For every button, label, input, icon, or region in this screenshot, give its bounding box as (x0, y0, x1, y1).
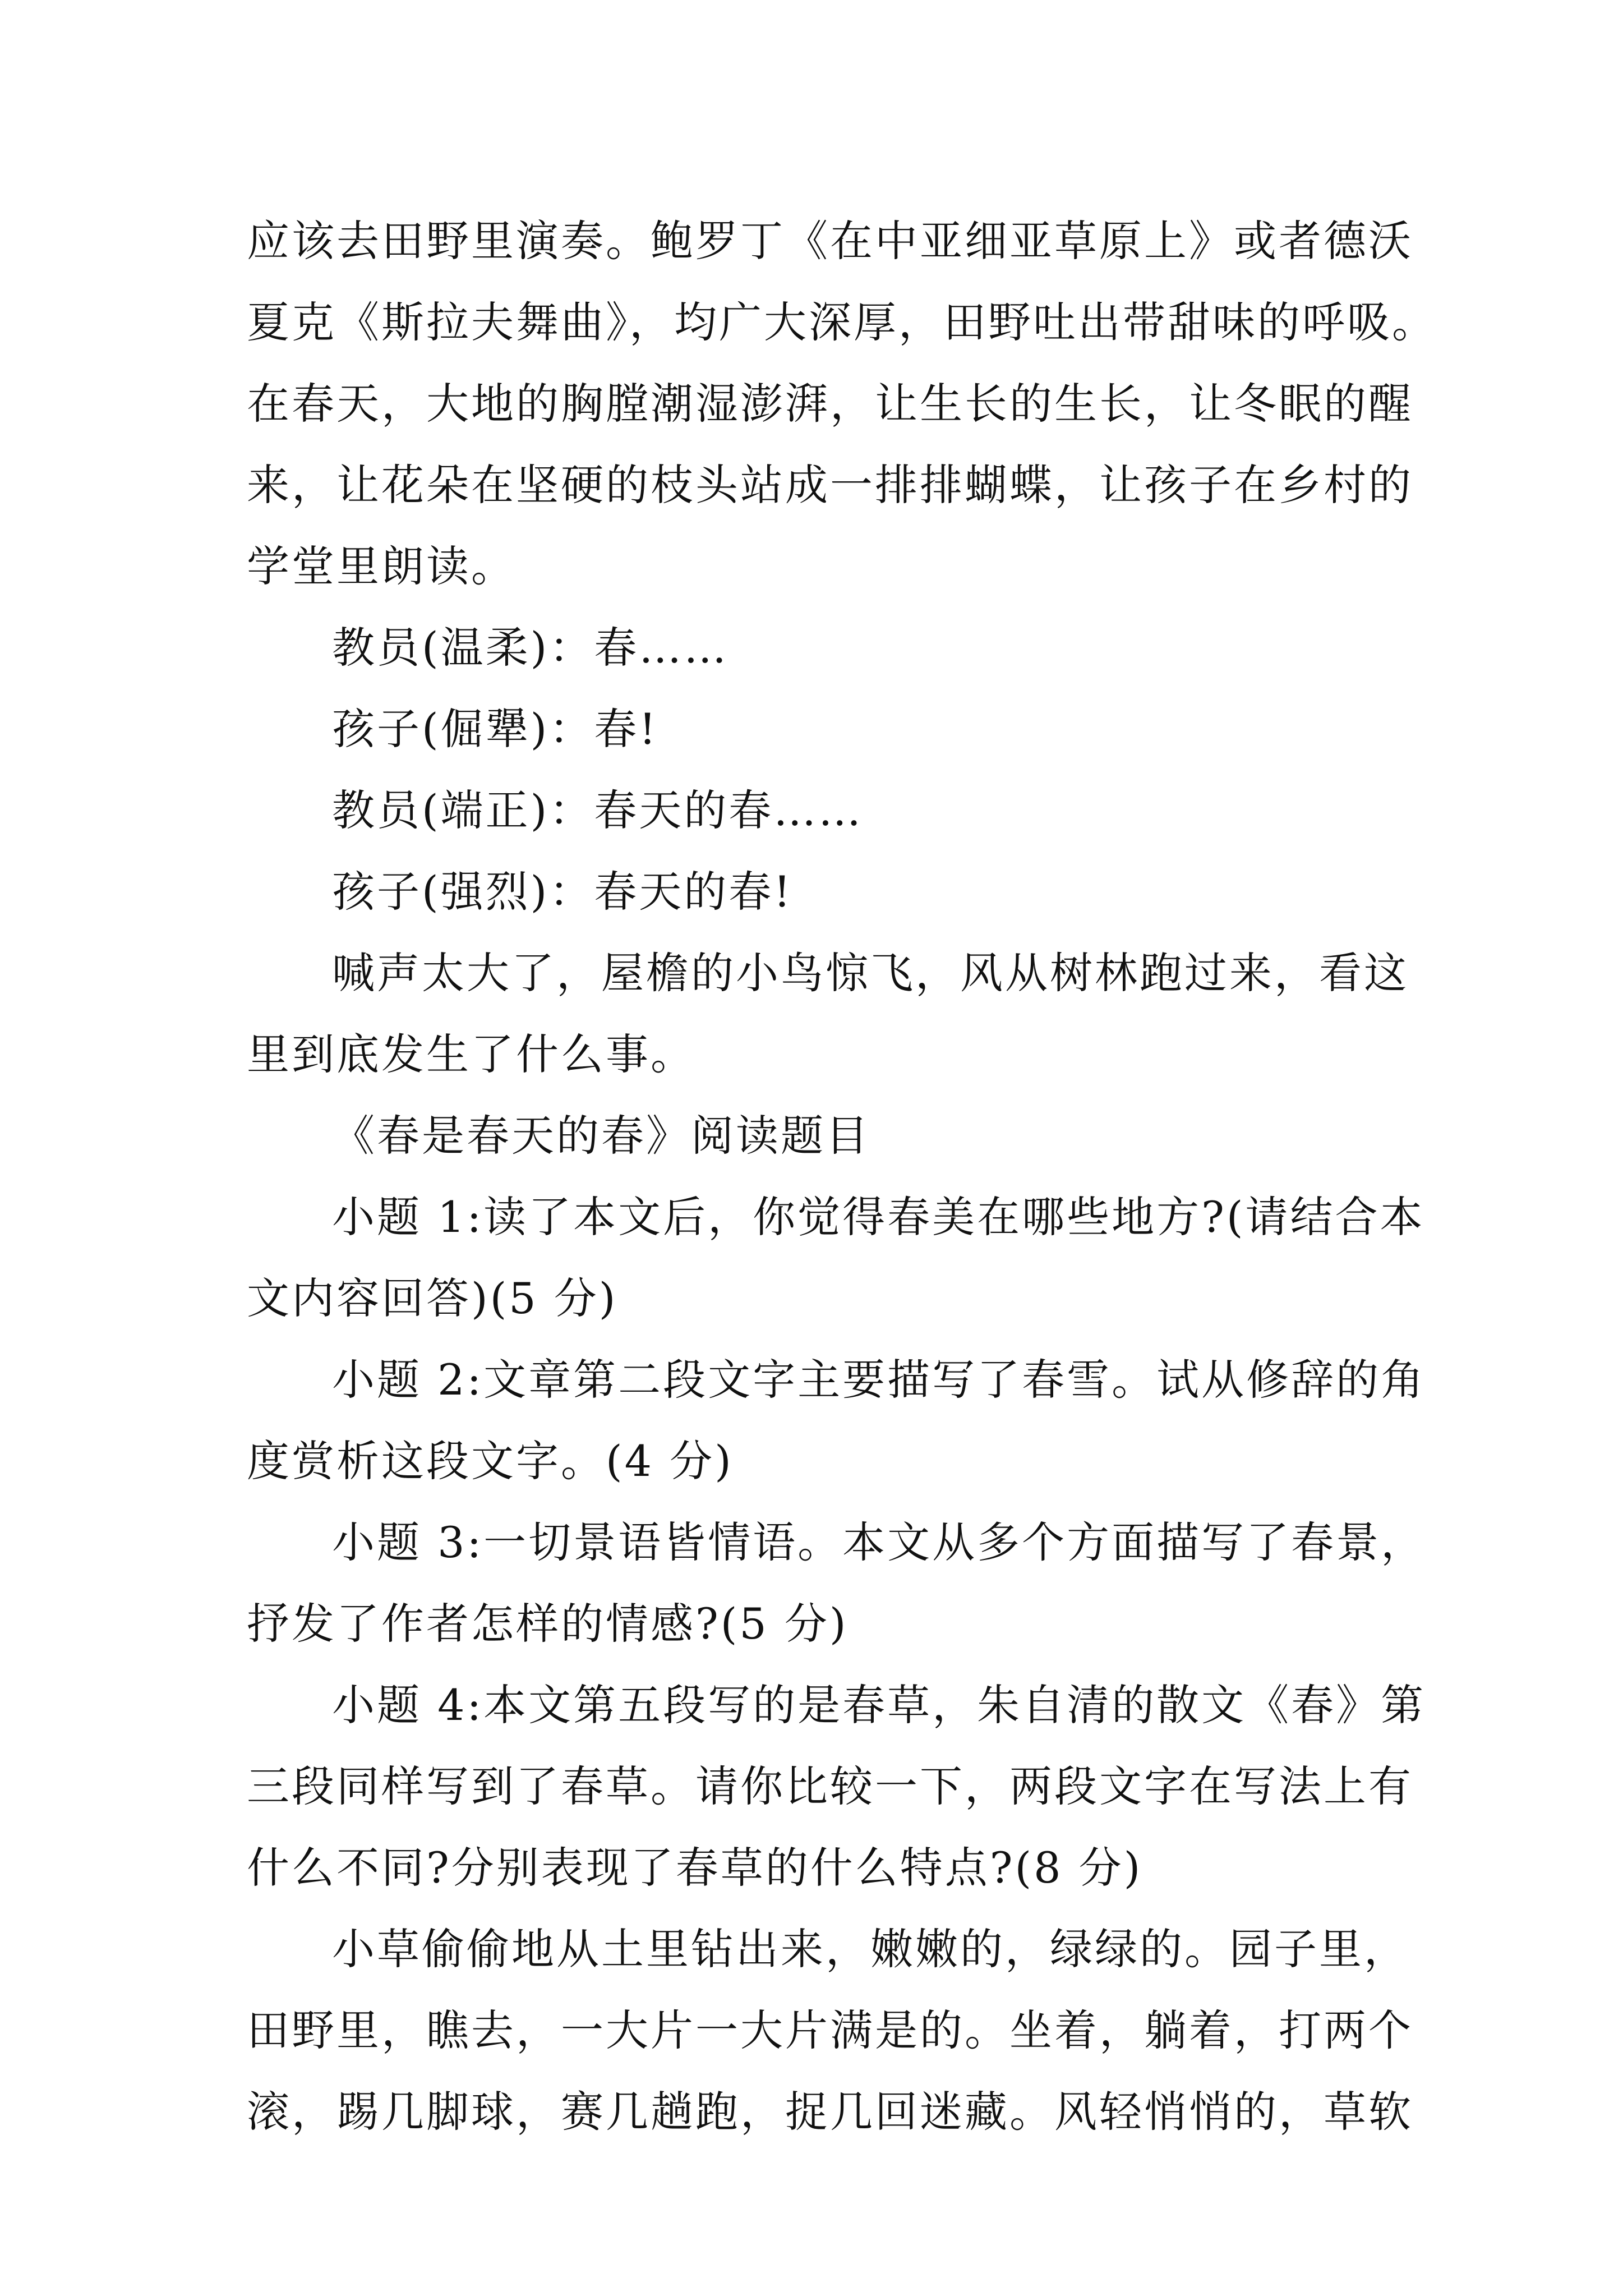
text-line: 学堂里朗读。 (247, 541, 516, 591)
section-heading-reading-questions (247, 1095, 1388, 1176)
paragraph-spring-grass-quote (247, 1908, 1413, 2152)
text-line: 小题 2:文章第二段文字主要描写了春雪。试从修辞的角 (332, 1355, 1426, 1405)
section-heading: 《春是春天的春》阅读题目 (332, 1111, 870, 1161)
text-line: 度赏析这段文字。(4 分) (247, 1436, 734, 1486)
question-3 (247, 1502, 1426, 1664)
dialogue-child-strong (247, 851, 1388, 932)
dialogue-teacher-upright (247, 770, 1388, 851)
text-line: 里到底发生了什么事。 (247, 1029, 695, 1079)
dialogue-child-stubborn (247, 688, 1388, 770)
text-line: 小题 3:一切景语皆情语。本文从多个方面描写了春景， (332, 1517, 1426, 1567)
text-line: 教员(温柔)：春…… (332, 623, 729, 673)
question-2 (247, 1339, 1426, 1502)
text-line: 孩子(强烈)：春天的春! (332, 867, 793, 917)
text-line: 文内容回答)(5 分) (247, 1273, 618, 1323)
text-line: 小草偷偷地从土里钻出来，嫩嫩的，绿绿的。园子里， (332, 1924, 1409, 1974)
text-line: 喊声太大了，屋檐的小鸟惊飞，风从树林跑过来，看这 (332, 948, 1409, 998)
text-line: 夏克《斯拉夫舞曲》，均广大深厚，田野吐出带甜味的呼吸。 (247, 297, 1437, 347)
document-body (247, 200, 1437, 2152)
text-line: 应该去田野里演奏。鲍罗丁《在中亚细亚草原上》或者德沃 (247, 216, 1413, 266)
text-line: 小题 1:读了本文后，你觉得春美在哪些地方?(请结合本 (332, 1192, 1425, 1242)
dialogue-teacher-gentle (247, 607, 1388, 688)
text-line: 教员(端正)：春天的春…… (332, 785, 864, 835)
text-line: 三段同样写到了春草。请你比较一下，两段文字在写法上有 (247, 1761, 1413, 1811)
text-line: 田野里，瞧去，一大片一大片满是的。坐着，躺着，打两个 (247, 2005, 1413, 2055)
text-line: 孩子(倔犟)：春! (332, 704, 658, 754)
paragraph-shout (247, 932, 1409, 1095)
text-line: 滚，踢几脚球，赛几趟跑，捉几回迷藏。风轻悄悄的，草软 (247, 2087, 1413, 2137)
paragraph-music-field (247, 200, 1437, 607)
text-line: 抒发了作者怎样的情感?(5 分) (247, 1599, 849, 1649)
text-line: 小题 4:本文第五段写的是春草，朱自清的散文《春》第 (332, 1680, 1426, 1730)
text-line: 在春天，大地的胸膛潮湿澎湃，让生长的生长，让冬眠的醒 (247, 379, 1413, 429)
text-line: 什么不同?分别表现了春草的什么特点?(8 分) (247, 1843, 1143, 1893)
question-4 (247, 1664, 1426, 1908)
text-line: 来，让花朵在坚硬的枝头站成一排排蝴蝶，让孩子在乡村的 (247, 460, 1413, 510)
question-1 (247, 1176, 1425, 1339)
